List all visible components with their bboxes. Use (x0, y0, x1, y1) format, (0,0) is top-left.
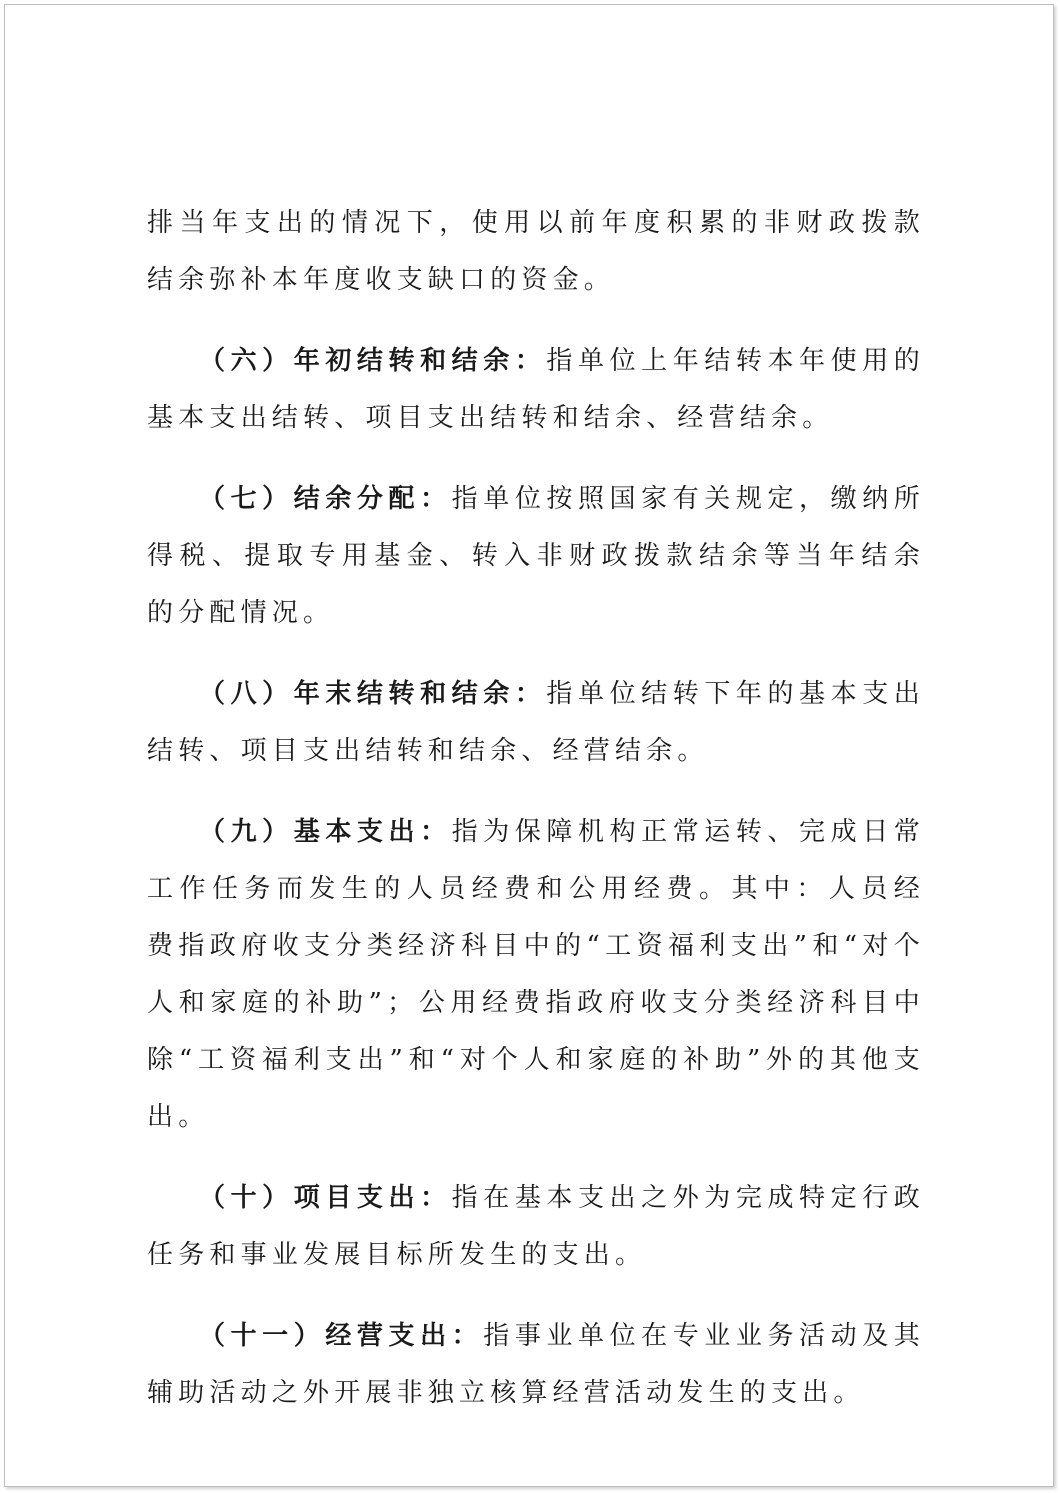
document-body (147, 195, 925, 1422)
paragraph-term: （六）年初结转和结余： (199, 346, 547, 376)
paragraph-term: （八）年末结转和结余： (199, 679, 547, 709)
paragraph-text: 指单位结转下年的基本支出结转、项目支出结转和结余、经营结余。 (147, 679, 926, 766)
document-page (4, 4, 1054, 1487)
paragraph-text: 指单位按照国家有关规定，缴纳所得税、提取专用基金、转入非财政拨款结余等当年结余的分配情况。 (147, 484, 925, 628)
paragraph-item-10 (147, 1170, 925, 1284)
paragraph-text: 指事业单位在专业业务活动及其辅助活动之外开展非独立核算经营活动发生的支出。 (147, 1321, 925, 1408)
paragraph-text: 指在基本支出之外为完成特定行政任务和事业发展目标所发生的支出。 (147, 1183, 925, 1270)
paragraph-text: 指为保障机构正常运转、完成日常工作任务而发生的人员经费和公用经费。其中：人员经费指政府收支分类经济科目中的“工资福利支出”和“对个人和家庭的补助”；公用经费指政府收支分类经济科目中除“工资福利支出”和“对个人和家庭的补助”外的其他支出。 (147, 817, 925, 1132)
paragraph-term: （九）基本支出： (199, 817, 452, 847)
paragraph-continued (147, 195, 925, 309)
paragraph-item-6 (147, 333, 925, 447)
paragraph-item-11 (147, 1308, 925, 1422)
paragraph-text: 排当年支出的情况下，使用以前年度积累的非财政拨款结余弥补本年度收支缺口的资金。 (147, 208, 925, 295)
paragraph-item-9 (147, 804, 925, 1146)
paragraph-term: （十一）经营支出： (199, 1321, 484, 1351)
paragraph-item-8 (147, 666, 925, 780)
paragraph-term: （十）项目支出： (199, 1183, 452, 1213)
paragraph-term: （七）结余分配： (199, 484, 452, 514)
paragraph-item-7 (147, 471, 925, 642)
paragraph-text: 指单位上年结转本年使用的基本支出结转、项目支出结转和结余、经营结余。 (147, 346, 926, 433)
